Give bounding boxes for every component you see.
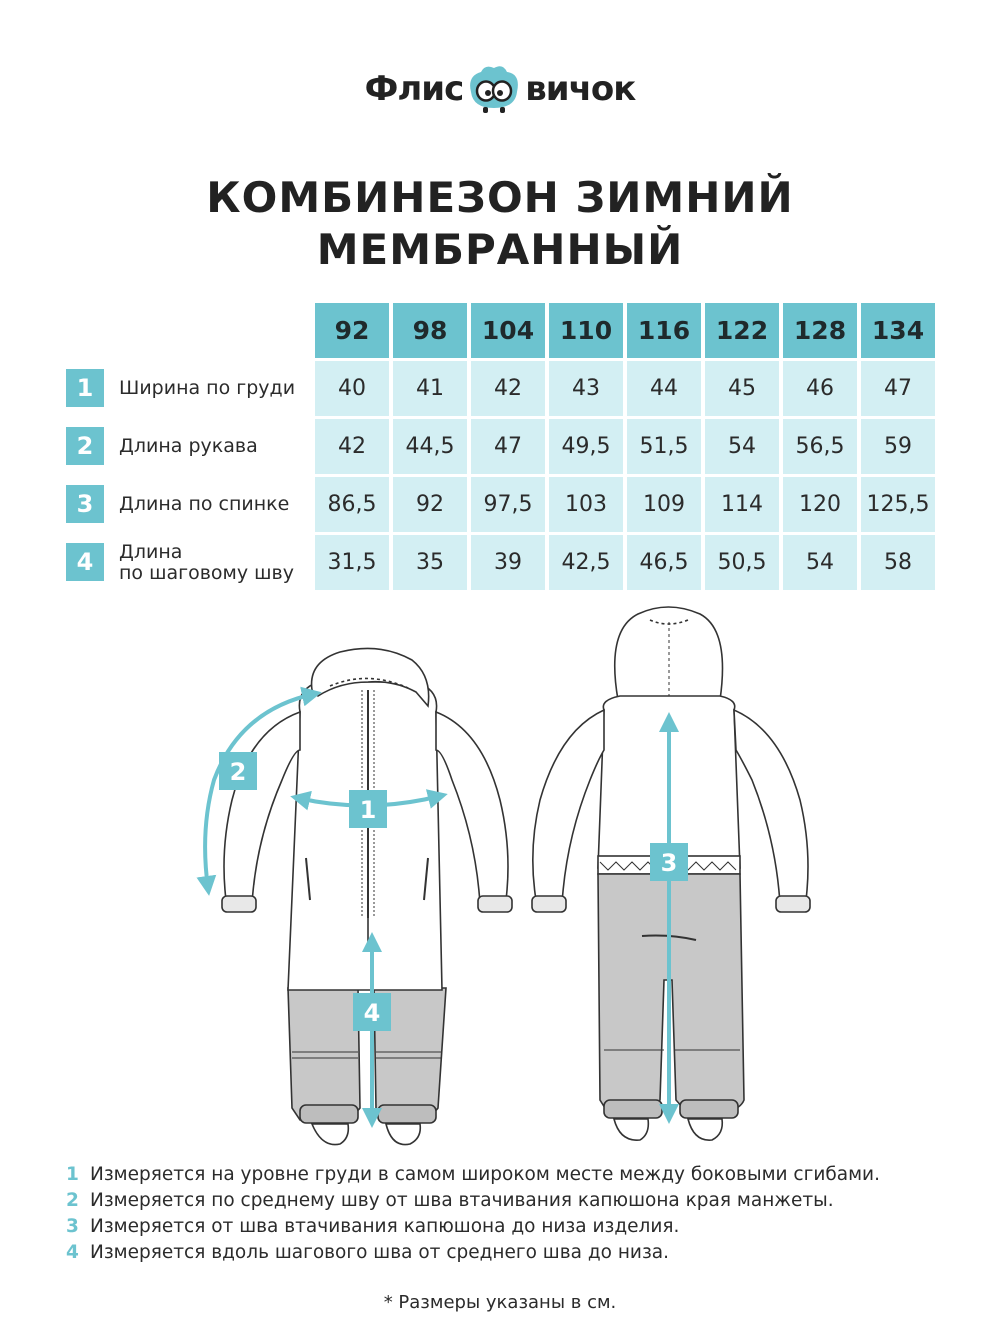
size-header: 122: [705, 303, 779, 358]
table-cell: 44: [627, 361, 701, 416]
row-label: Длина по спинке: [119, 493, 290, 515]
note-4: 4 Измеряется вдоль шагового шва от среднего шва до низа.: [66, 1242, 670, 1263]
table-cell: 42: [471, 361, 545, 416]
marker-1: [349, 790, 387, 828]
table-cell: 92: [393, 477, 467, 532]
table-cell: 35: [393, 535, 467, 590]
table-cell: 109: [627, 477, 701, 532]
brand-logo: [0, 62, 1000, 116]
row-number: 1: [66, 369, 104, 407]
svg-text:1: 1: [359, 796, 377, 824]
svg-text:3: 3: [660, 849, 678, 877]
note-2: 2 Измеряется по среднему шву от шва втачивания капюшона края манжеты.: [66, 1190, 834, 1211]
table-cell: 114: [705, 477, 779, 532]
table-cell: 42,5: [549, 535, 623, 590]
table-cell: 46,5: [627, 535, 701, 590]
size-header: 128: [783, 303, 857, 358]
table-cell: 125,5: [861, 477, 935, 532]
row-number: 3: [66, 485, 104, 523]
table-cell: 56,5: [783, 419, 857, 474]
table-cell: 49,5: [549, 419, 623, 474]
table-cell: 44,5: [393, 419, 467, 474]
svg-text:2: 2: [229, 758, 247, 786]
table-cell: 41: [393, 361, 467, 416]
table-cell: 97,5: [471, 477, 545, 532]
row-number: 4: [66, 543, 104, 581]
size-header: 104: [471, 303, 545, 358]
row-label: Ширина по груди: [119, 377, 296, 399]
logo-text-right: вичок: [525, 69, 636, 109]
logo-text-left: Флис: [364, 69, 464, 109]
table-cell: 120: [783, 477, 857, 532]
size-header: 134: [861, 303, 935, 358]
mascot-icon: [465, 62, 523, 116]
table-cell: 40: [315, 361, 389, 416]
row-label: Длина рукава: [119, 435, 258, 457]
units-footnote: * Размеры указаны в см.: [383, 1292, 617, 1313]
marker-3: [650, 843, 688, 881]
note-1: 1 Измеряется на уровне груди в самом широком месте между боковыми сгибами.: [66, 1164, 880, 1185]
table-cell: 47: [861, 361, 935, 416]
table-cell: 43: [549, 361, 623, 416]
row-label: Длина по шаговому шву: [119, 540, 294, 584]
table-cell: 103: [549, 477, 623, 532]
table-cell: 42: [315, 419, 389, 474]
table-cell: 86,5: [315, 477, 389, 532]
note-3: 3 Измеряется от шва втачивания капюшона до низа изделия.: [66, 1216, 680, 1237]
title-line-1: КОМБИНЕЗОН ЗИМНИЙ: [206, 173, 794, 222]
table-cell: 54: [783, 535, 857, 590]
table-cell: 54: [705, 419, 779, 474]
table-cell: 47: [471, 419, 545, 474]
title-line-2: МЕМБРАННЫЙ: [316, 225, 684, 274]
table-cell: 45: [705, 361, 779, 416]
table-cell: 39: [471, 535, 545, 590]
svg-text:4: 4: [363, 999, 381, 1027]
size-header: 98: [393, 303, 467, 358]
size-header: 110: [549, 303, 623, 358]
table-cell: 58: [861, 535, 935, 590]
table-cell: 31,5: [315, 535, 389, 590]
page-title: [0, 172, 1000, 276]
marker-4: [353, 993, 391, 1031]
size-header: 116: [627, 303, 701, 358]
jumpsuit-diagram: [0, 600, 1000, 1160]
size-header: 92: [315, 303, 389, 358]
front-view: [222, 648, 512, 1144]
row-number: 2: [66, 427, 104, 465]
measurement-notes: [66, 1162, 966, 1266]
table-cell: 51,5: [627, 419, 701, 474]
table-cell: 50,5: [705, 535, 779, 590]
marker-2: [219, 752, 257, 790]
table-cell: 46: [783, 361, 857, 416]
table-cell: 59: [861, 419, 935, 474]
